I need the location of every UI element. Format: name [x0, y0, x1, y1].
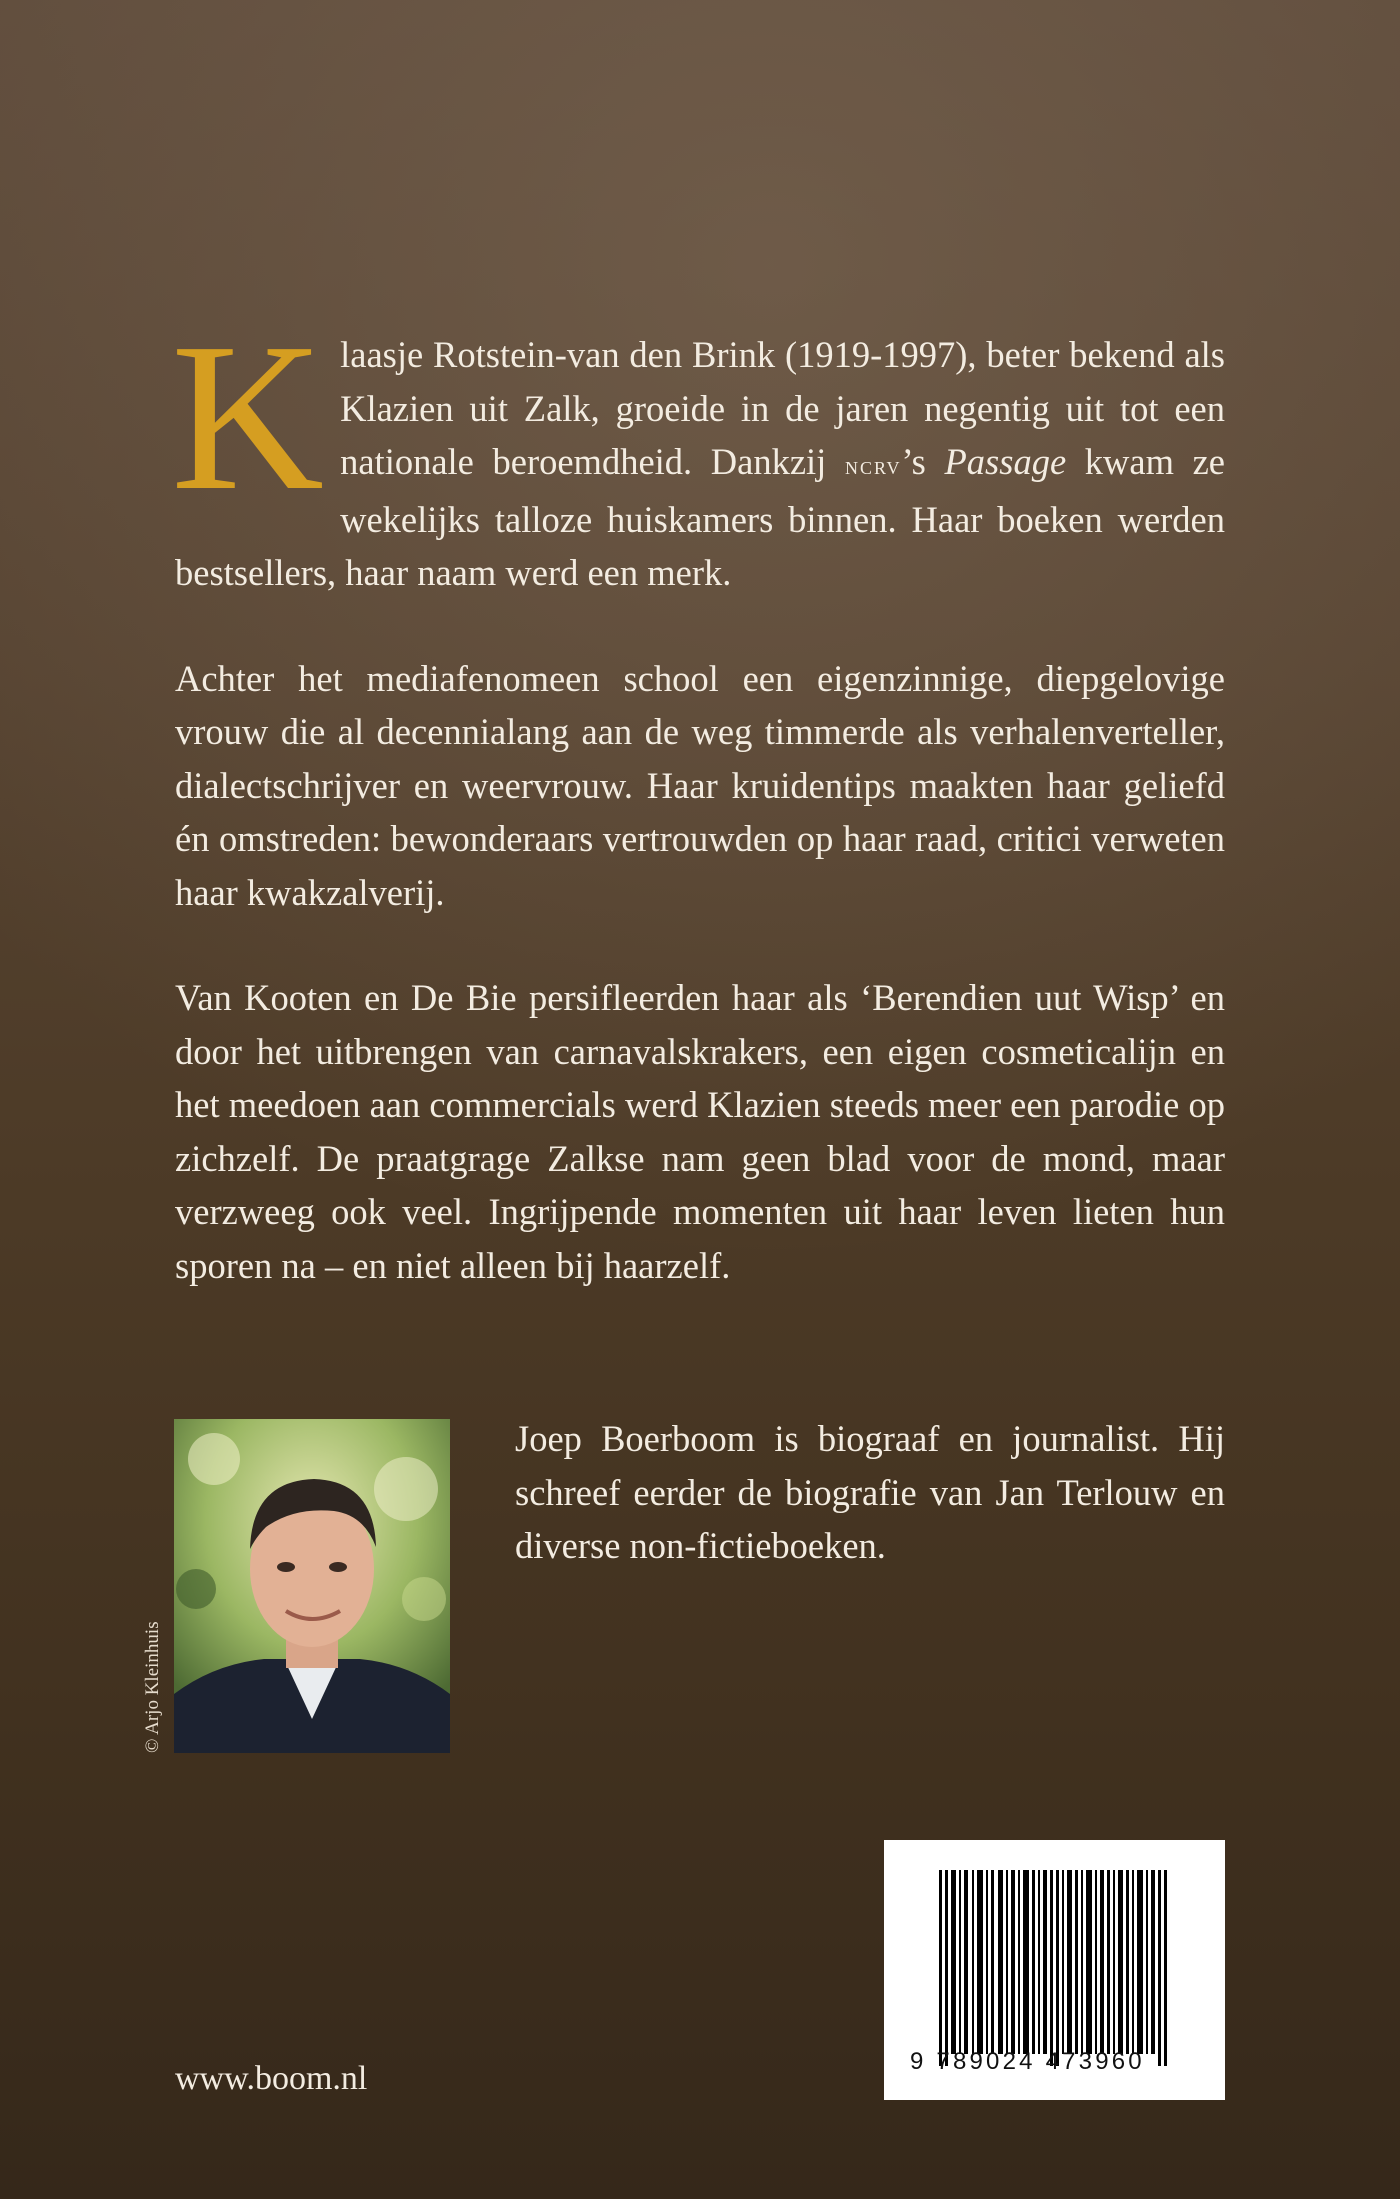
- drop-cap: K: [171, 299, 325, 534]
- blurb-paragraph-1: [171, 299, 1225, 600]
- publisher-url: www.boom.nl: [175, 2060, 368, 2097]
- blurb-p1-rest: kwam ze wekelijks talloze huiskamers binnen. Haar boeken werden bestsellers, haar naam werd een merk.: [175, 441, 1225, 593]
- author-photo: [174, 1419, 450, 1753]
- blurb: [171, 299, 1225, 1292]
- barcode: [884, 1840, 1225, 2100]
- passage-title: Passage: [944, 441, 1067, 482]
- blurb-p1-text: laasje Rotstein-van den Brink (1919-1997), beter bekend als Klazien uit Zalk, groeide in de jaren negentig uit tot een nationale beroemdheid. Dankzij: [340, 334, 1225, 482]
- blurb-paragraph-2: Achter het mediafenomeen school een eigenzinnige, diepgelovige vrouw die al decennialang aan de weg timmerde als verhalenverteller, dialectschrijver en weervrouw. Haar kruidentips maakten haar geliefd én omstreden: bewonderaars vertrouwden op haar raad, critici verweten haar kwakzalverij.: [175, 657, 1225, 913]
- blurb-p1-apostrophe: ’s: [901, 441, 945, 482]
- blurb-paragraph-3: Van Kooten en De Bie persifleerden haar als ‘Berendien uut Wisp’ en door het uitbrengen van carnavalskrakers, een eigen cosmeticalijn en het meedoen aan commercials werd Klazien steeds meer een parodie op zichzelf. De praatgrage Zalkse nam geen blad voor de mond, maar verzweeg ook veel. Ingrijpende momenten uit haar leven lieten hun sporen na – en niet alleen bij haarzelf.: [175, 977, 1225, 1286]
- ncrv-smallcaps: ncrv: [844, 451, 902, 480]
- author-bio: Joep Boerboom is biograaf en journalist. Hij schreef eerder de biografie van Jan Terlouw en diverse non-fictieboeken.: [515, 1418, 1225, 1566]
- photo-credit: © Arjo Kleinhuis: [142, 1621, 163, 1753]
- isbn-number: 9 789024 473960: [910, 2048, 1145, 2075]
